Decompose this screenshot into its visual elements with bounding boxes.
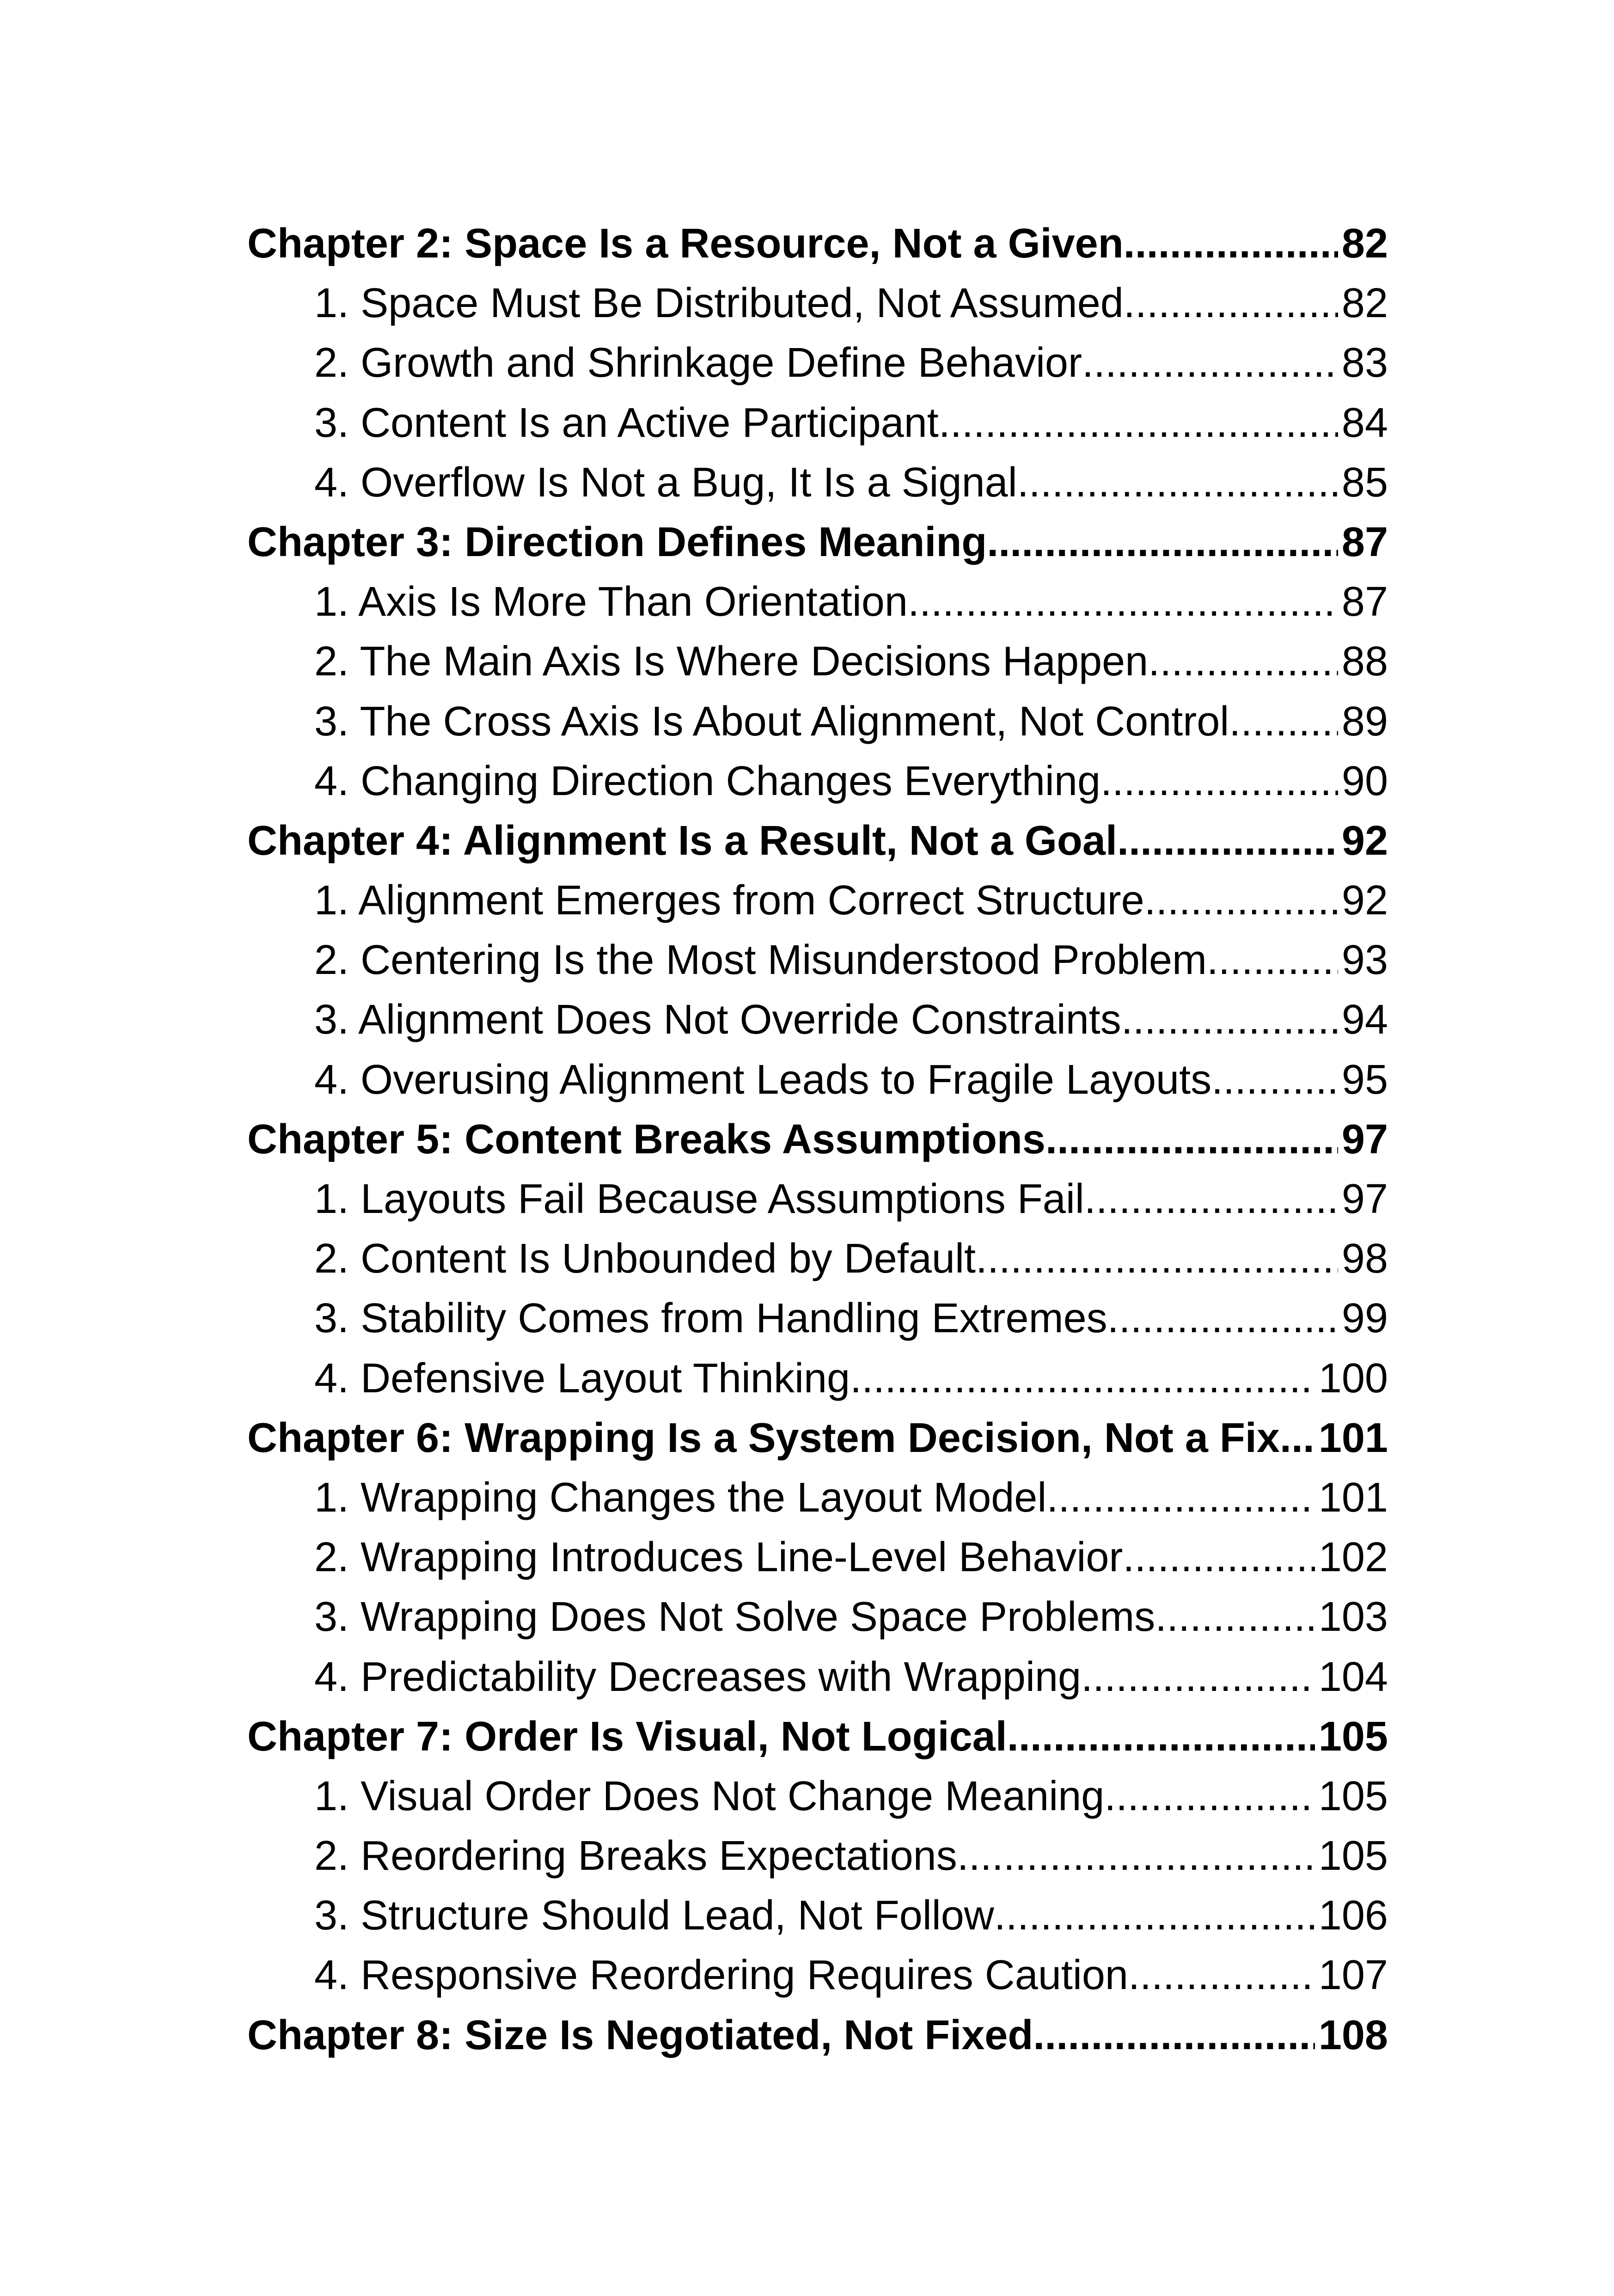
toc-section-row: [247, 274, 1388, 333]
section-title: 3. Structure Should Lead, Not Follow: [314, 1892, 994, 1939]
page-number: 100: [1318, 1355, 1388, 1402]
section-title: 2. Reordering Breaks Expectations: [314, 1833, 957, 1880]
dot-leader: [1033, 2006, 1315, 2065]
dot-leader: [1045, 1110, 1338, 1169]
chapter-title: Chapter 8: Size Is Negotiated, Not Fixed: [247, 2012, 1033, 2058]
toc-section-row: [247, 1169, 1388, 1229]
dot-leader: [1144, 871, 1338, 931]
section-title: 2. Wrapping Introduces Line-Level Behavior: [314, 1534, 1123, 1581]
page-number: 83: [1341, 340, 1388, 386]
dot-leader: [1121, 990, 1338, 1050]
dot-leader: [908, 572, 1338, 632]
section-title: 2. The Main Axis Is Where Decisions Happen: [314, 638, 1149, 685]
toc-section-row: [247, 1946, 1388, 2005]
section-title: 4. Overusing Alignment Leads to Fragile Layouts: [314, 1056, 1212, 1103]
section-title: 1. Axis Is More Than Orientation: [314, 579, 908, 625]
page-number: 89: [1341, 698, 1388, 745]
toc-section-row: [247, 1050, 1388, 1110]
page-number: 99: [1341, 1295, 1388, 1342]
dot-leader: [1148, 632, 1338, 692]
toc-section-row: [247, 393, 1388, 453]
section-title: 1. Visual Order Does Not Change Meaning: [314, 1773, 1105, 1819]
page-number: 94: [1341, 997, 1388, 1043]
section-title: 3. The Cross Axis Is About Alignment, Not Control: [314, 698, 1229, 745]
toc-chapter-row: [247, 513, 1388, 572]
page-number: 85: [1341, 459, 1388, 506]
page-number: 103: [1318, 1594, 1388, 1641]
page-number: 82: [1341, 220, 1388, 267]
chapter-title: Chapter 3: Direction Defines Meaning: [247, 519, 987, 565]
dot-leader: [939, 393, 1338, 453]
section-title: 3. Content Is an Active Participant: [314, 399, 939, 446]
toc-section-row: [247, 1587, 1388, 1647]
page-number: 95: [1341, 1056, 1388, 1103]
section-title: 2. Growth and Shrinkage Define Behavior: [314, 340, 1082, 386]
dot-leader: [1207, 931, 1338, 990]
dot-leader: [1229, 692, 1338, 752]
chapter-title: Chapter 5: Content Breaks Assumptions: [247, 1116, 1045, 1163]
dot-leader: [1128, 1946, 1315, 2005]
toc-section-row: [247, 1767, 1388, 1826]
section-title: 1. Wrapping Changes the Layout Model: [314, 1474, 1047, 1521]
page-number: 88: [1341, 638, 1388, 685]
section-title: 1. Alignment Emerges from Correct Structure: [314, 877, 1144, 924]
toc-section-row: [247, 333, 1388, 393]
page-number: 82: [1341, 280, 1388, 327]
dot-leader: [1117, 811, 1338, 871]
dot-leader: [1211, 1050, 1338, 1110]
dot-leader: [1155, 1587, 1315, 1647]
page-number: 87: [1341, 519, 1388, 565]
section-title: 4. Predictability Decreases with Wrapping: [314, 1653, 1082, 1700]
toc-section-row: [247, 453, 1388, 513]
chapter-title: Chapter 2: Space Is a Resource, Not a Given: [247, 220, 1124, 267]
section-title: 3. Stability Comes from Handling Extremes: [314, 1295, 1107, 1342]
dot-leader: [1123, 1528, 1314, 1587]
page-number: 84: [1341, 399, 1388, 446]
toc-chapter-row: [247, 2006, 1388, 2065]
toc-chapter-row: [247, 1110, 1388, 1169]
toc-section-row: [247, 1229, 1388, 1289]
dot-leader: [1046, 1468, 1314, 1528]
page-number: 101: [1318, 1414, 1388, 1461]
toc-section-row: [247, 1468, 1388, 1528]
dot-leader: [1084, 1169, 1338, 1229]
chapter-title: Chapter 6: Wrapping Is a System Decision, Not a Fix: [247, 1414, 1280, 1461]
dot-leader: [1107, 1289, 1338, 1348]
section-title: 4. Changing Direction Changes Everything: [314, 758, 1100, 804]
dot-leader: [1017, 453, 1338, 513]
dot-leader: [1104, 1767, 1315, 1826]
toc-chapter-row: [247, 214, 1388, 274]
toc-section-row: [247, 990, 1388, 1050]
toc-section-row: [247, 871, 1388, 931]
chapter-title: Chapter 7: Order Is Visual, Not Logical: [247, 1713, 1007, 1760]
section-title: 1. Space Must Be Distributed, Not Assumed: [314, 280, 1124, 327]
page-number: 90: [1341, 758, 1388, 804]
page-number: 101: [1318, 1474, 1388, 1521]
page-number: 92: [1341, 817, 1388, 864]
dot-leader: [1100, 752, 1338, 811]
dot-leader: [1081, 1647, 1315, 1707]
toc-section-row: [247, 1289, 1388, 1348]
page-number: 108: [1318, 2012, 1388, 2058]
chapter-title: Chapter 4: Alignment Is a Result, Not a Goal: [247, 817, 1117, 864]
page-number: 97: [1341, 1116, 1388, 1163]
section-title: 4. Overflow Is Not a Bug, It Is a Signal: [314, 459, 1017, 506]
section-title: 3. Alignment Does Not Override Constraints: [314, 997, 1121, 1043]
toc-chapter-row: [247, 1707, 1388, 1767]
toc-section-row: [247, 1826, 1388, 1886]
page-number: 104: [1318, 1653, 1388, 1700]
dot-leader: [987, 513, 1338, 572]
toc-section-row: [247, 931, 1388, 990]
dot-leader: [1007, 1707, 1315, 1767]
dot-leader: [1124, 274, 1338, 333]
page-number: 93: [1341, 937, 1388, 984]
dot-leader: [976, 1229, 1338, 1289]
page-number: 105: [1318, 1833, 1388, 1880]
page-number: 102: [1318, 1534, 1388, 1581]
section-title: 4. Responsive Reordering Requires Caution: [314, 1952, 1128, 1999]
page-number: 105: [1318, 1713, 1388, 1760]
page-number: 106: [1318, 1892, 1388, 1939]
page-number: 87: [1341, 579, 1388, 625]
dot-leader: [1124, 214, 1338, 274]
toc-chapter-row: [247, 811, 1388, 871]
toc-section-row: [247, 632, 1388, 692]
section-title: 1. Layouts Fail Because Assumptions Fail: [314, 1176, 1084, 1222]
table-of-contents: [247, 214, 1388, 2065]
section-title: 3. Wrapping Does Not Solve Space Problems: [314, 1594, 1155, 1641]
section-title: 4. Defensive Layout Thinking: [314, 1355, 850, 1402]
toc-section-row: [247, 1647, 1388, 1707]
dot-leader: [994, 1886, 1315, 1946]
dot-leader: [850, 1349, 1315, 1408]
page-number: 97: [1341, 1176, 1388, 1222]
section-title: 2. Content Is Unbounded by Default: [314, 1236, 976, 1282]
toc-section-row: [247, 1349, 1388, 1408]
page-number: 92: [1341, 877, 1388, 924]
toc-section-row: [247, 572, 1388, 632]
toc-chapter-row: [247, 1408, 1388, 1468]
section-title: 2. Centering Is the Most Misunderstood Problem: [314, 937, 1207, 984]
page-number: 107: [1318, 1952, 1388, 1999]
page-number: 98: [1341, 1236, 1388, 1282]
toc-section-row: [247, 1886, 1388, 1946]
page-number: 105: [1318, 1773, 1388, 1819]
toc-section-row: [247, 752, 1388, 811]
dot-leader: [957, 1826, 1315, 1886]
dot-leader: [1280, 1408, 1315, 1468]
dot-leader: [1082, 333, 1338, 393]
toc-section-row: [247, 1528, 1388, 1587]
toc-section-row: [247, 692, 1388, 752]
